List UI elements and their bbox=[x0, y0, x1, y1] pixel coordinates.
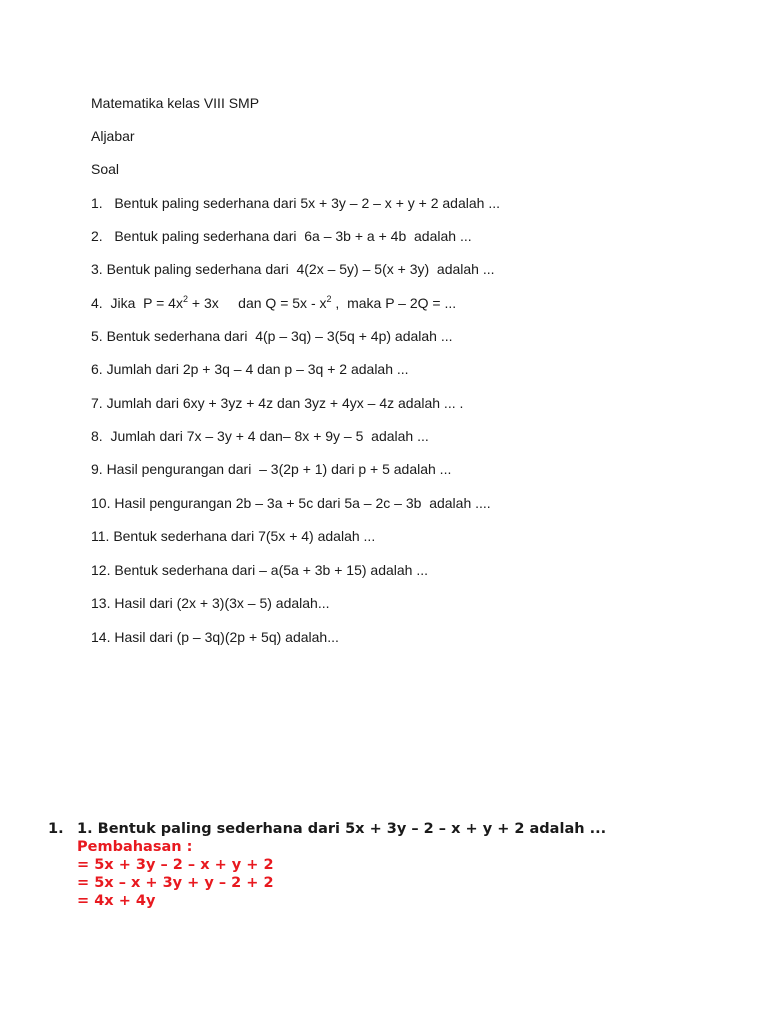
question-11: 11. Bentuk sederhana dari 7(5x + 4) adalah ... bbox=[91, 528, 376, 544]
question-1: 1. Bentuk paling sederhana dari 5x + 3y – 2 – x + y + 2 adalah ... bbox=[91, 195, 500, 211]
solution-step-2: = 5x – x + 3y + y – 2 + 2 bbox=[77, 875, 274, 891]
question-4-exponent-1: 2 bbox=[182, 294, 188, 304]
solution-block bbox=[48, 820, 748, 910]
question-4-exponent-2: 2 bbox=[326, 294, 332, 304]
solution-list-number: 1. bbox=[48, 821, 64, 837]
question-14: 14. Hasil dari (p – 3q)(2p + 5q) adalah... bbox=[91, 629, 339, 645]
question-4-part-c: , maka P – 2Q = ... bbox=[331, 295, 457, 311]
question-7: 7. Jumlah dari 6xy + 3yz + 4z dan 3yz + 4yx – 4z adalah ... . bbox=[91, 395, 464, 411]
question-12: 12. Bentuk sederhana dari – a(5a + 3b + 15) adalah ... bbox=[91, 562, 429, 578]
section-heading: Soal bbox=[91, 161, 120, 177]
question-4-part-b: + 3x dan Q = 5x - x bbox=[187, 295, 327, 311]
solution-step-3: = 4x + 4y bbox=[77, 893, 156, 909]
solution-heading: Pembahasan : bbox=[77, 839, 193, 855]
solution-question-text: 1. Bentuk paling sederhana dari 5x + 3y – 2 – x + y + 2 adalah ... bbox=[77, 821, 607, 837]
question-6: 6. Jumlah dari 2p + 3q – 4 dan p – 3q + 2 adalah ... bbox=[91, 361, 409, 377]
question-9: 9. Hasil pengurangan dari – 3(2p + 1) dari p + 5 adalah ... bbox=[91, 461, 452, 477]
question-4-part-a: 4. Jika P = 4x bbox=[91, 295, 183, 311]
question-8: 8. Jumlah dari 7x – 3y + 4 dan– 8x + 9y – 5 adalah ... bbox=[91, 428, 429, 444]
document-subject: Aljabar bbox=[91, 128, 135, 144]
solution-step-1: = 5x + 3y – 2 – x + y + 2 bbox=[77, 857, 274, 873]
question-5: 5. Bentuk sederhana dari 4(p – 3q) – 3(5q + 4p) adalah ... bbox=[91, 328, 453, 344]
document-title: Matematika kelas VIII SMP bbox=[91, 95, 260, 111]
question-3: 3. Bentuk paling sederhana dari 4(2x – 5y) – 5(x + 3y) adalah ... bbox=[91, 261, 495, 277]
question-13: 13. Hasil dari (2x + 3)(3x – 5) adalah... bbox=[91, 595, 330, 611]
question-2: 2. Bentuk paling sederhana dari 6a – 3b + a + 4b adalah ... bbox=[91, 228, 472, 244]
question-10: 10. Hasil pengurangan 2b – 3a + 5c dari 5a – 2c – 3b adalah .... bbox=[91, 495, 491, 511]
solution-question bbox=[48, 820, 748, 838]
question-4 bbox=[91, 295, 456, 311]
